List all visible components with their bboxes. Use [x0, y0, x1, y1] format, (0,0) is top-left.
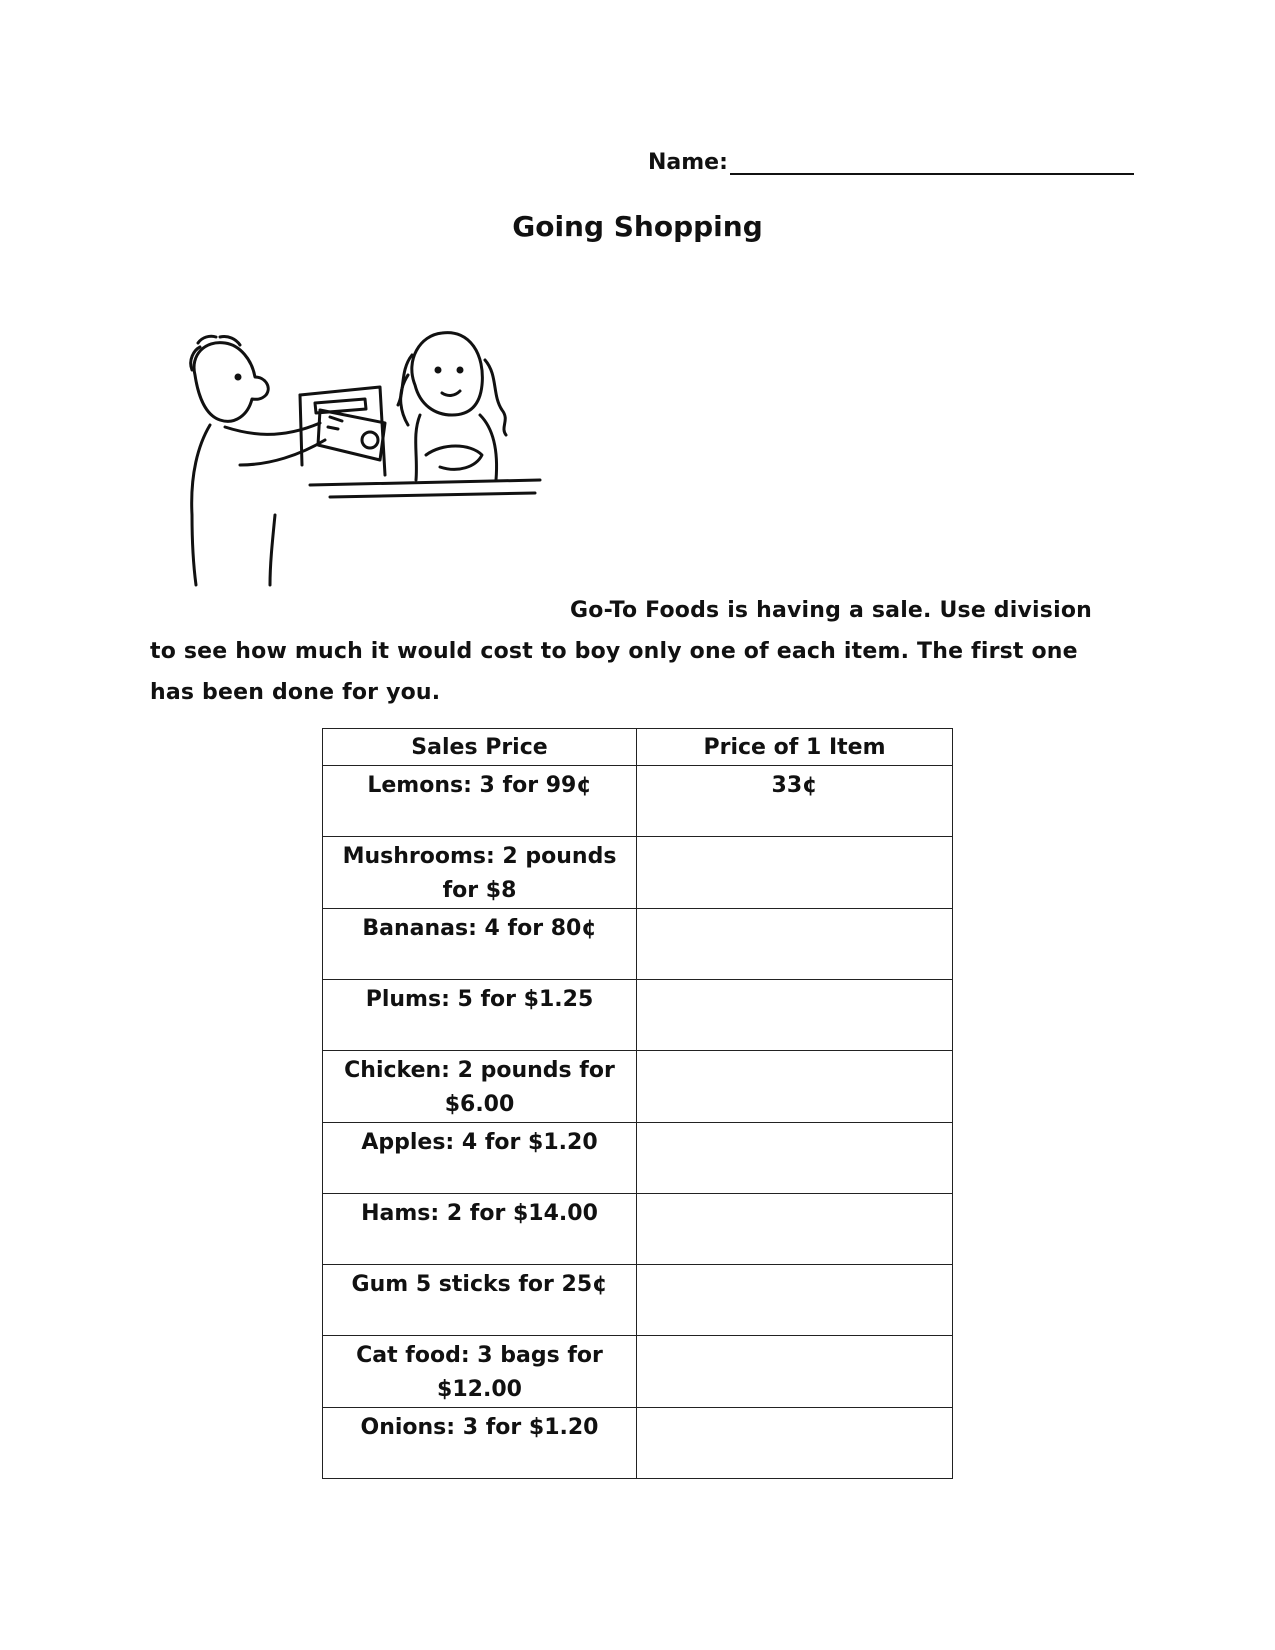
sale-price-cell: Lemons: 3 for 99¢	[323, 766, 637, 837]
sale-price-cell: Plums: 5 for $1.25	[323, 980, 637, 1051]
answer-cell[interactable]	[637, 1265, 953, 1336]
answer-cell[interactable]	[637, 1194, 953, 1265]
table-row	[323, 1408, 953, 1479]
sale-price-cell: Mushrooms: 2 pounds for $8	[323, 837, 637, 909]
name-field[interactable]	[648, 150, 1134, 175]
answer-cell[interactable]	[637, 909, 953, 980]
sale-price-cell: Apples: 4 for $1.20	[323, 1123, 637, 1194]
table-row	[323, 1194, 953, 1265]
header-price-of-one-item: Price of 1 Item	[637, 729, 953, 766]
sales-price-table	[322, 728, 953, 1479]
table-row	[323, 766, 953, 837]
answer-cell[interactable]	[637, 1336, 953, 1408]
table-row	[323, 1051, 953, 1123]
instructions-text: Go-To Foods is having a sale. Use division to see how much it would cost to boy only one of each item. The first one has been done for you.	[150, 598, 1092, 705]
table-header-row	[323, 729, 953, 766]
answer-cell[interactable]	[637, 1051, 953, 1123]
sale-price-cell: Bananas: 4 for 80¢	[323, 909, 637, 980]
name-label: Name:	[648, 150, 728, 175]
sale-price-cell: Gum 5 sticks for 25¢	[323, 1265, 637, 1336]
table-row	[323, 1336, 953, 1408]
answer-cell[interactable]	[637, 1408, 953, 1479]
answer-cell[interactable]	[637, 980, 953, 1051]
page-title: Going Shopping	[512, 210, 763, 243]
answer-cell: 33¢	[637, 766, 953, 837]
table-row	[323, 837, 953, 909]
shopping-checkout-illustration	[180, 315, 550, 590]
table-row	[323, 980, 953, 1051]
sale-price-cell: Cat food: 3 bags for $12.00	[323, 1336, 637, 1408]
table-row	[323, 1123, 953, 1194]
answer-cell[interactable]	[637, 837, 953, 909]
table-row	[323, 909, 953, 980]
sale-price-cell: Chicken: 2 pounds for $6.00	[323, 1051, 637, 1123]
sale-price-cell: Hams: 2 for $14.00	[323, 1194, 637, 1265]
sale-price-cell: Onions: 3 for $1.20	[323, 1408, 637, 1479]
name-blank-line[interactable]	[730, 151, 1134, 175]
answer-cell[interactable]	[637, 1123, 953, 1194]
table-row	[323, 1265, 953, 1336]
header-sales-price: Sales Price	[323, 729, 637, 766]
